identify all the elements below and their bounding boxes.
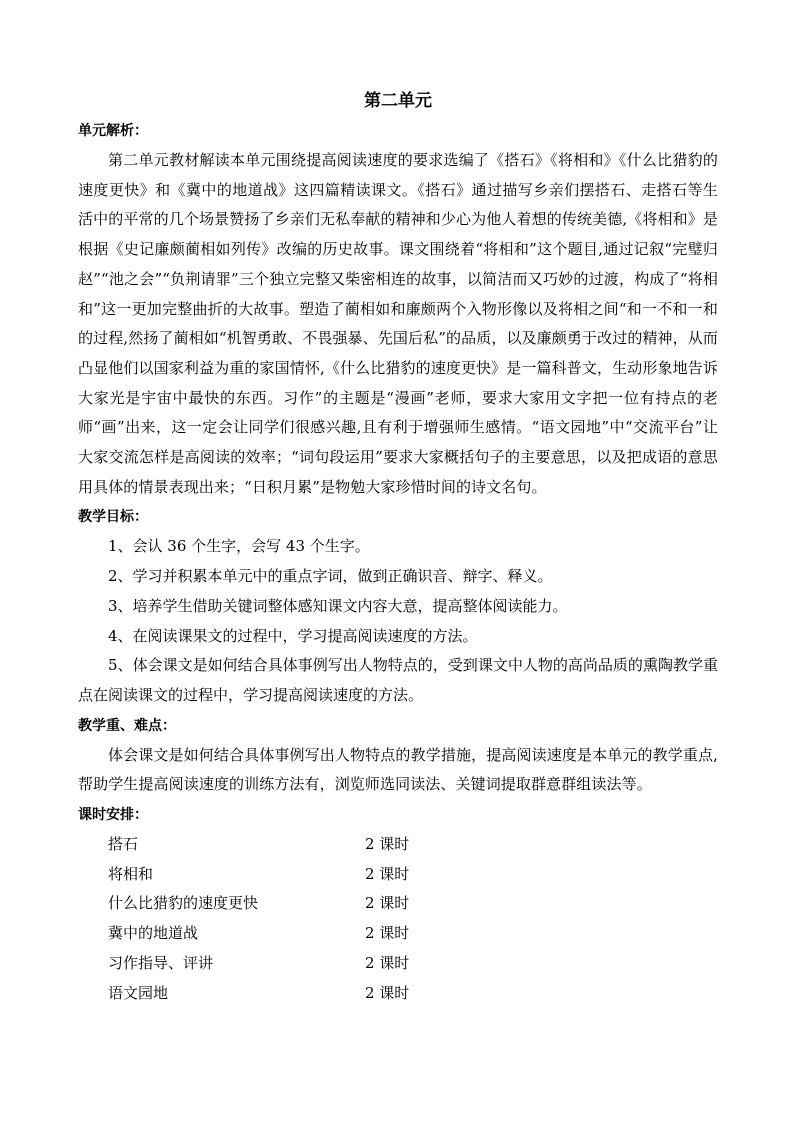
schedule-lesson: 语文园地 <box>108 983 169 1002</box>
schedule-hours: 2 课时 <box>365 894 410 913</box>
schedule-row <box>78 919 718 949</box>
unit-analysis-section <box>78 116 718 502</box>
schedule-row <box>78 830 718 860</box>
schedule-hours: 2 课时 <box>365 983 410 1002</box>
schedule-heading: 课时安排： <box>78 807 148 824</box>
schedule-section <box>78 800 718 1008</box>
schedule-list <box>78 830 718 1008</box>
schedule-lesson: 将相和 <box>108 864 154 883</box>
schedule-lesson: 什么比猎豹的速度更快 <box>108 894 259 913</box>
teaching-goals-heading: 教学目标： <box>78 509 148 526</box>
key-points-section <box>78 711 718 800</box>
schedule-row <box>78 949 718 979</box>
goal-item-2: 2、学习并积累本单元中的重点字词，做到正确识音、辩字、释义。 <box>108 567 553 586</box>
goal-item-3: 3、培养学生借助关键词整体感知课文内容大意，提高整体阅读能力。 <box>108 596 568 615</box>
schedule-lesson: 冀中的地道战 <box>108 924 199 943</box>
key-points-text: 体会课文是如何结合具体事例写出人物特点的教学措施，提高阅读速度是本单元的教学重点,帮助学生提高阅读速度的训练方法有，浏览师选同读法、关键词提取群意群组读法等。 <box>78 745 718 794</box>
document-title: 第二单元 <box>364 91 432 111</box>
unit-analysis-heading: 单元解析： <box>78 123 148 139</box>
goal-item-5: 5、体会课文是如何结合具体事例写出人物特点的，受到课文中人物的高尚品质的熏陶教学重点在阅读课文的过程中，学习提高阅读速度的方法。 <box>78 656 718 704</box>
schedule-lesson: 搭石 <box>108 835 139 854</box>
schedule-row <box>78 860 718 890</box>
document-page <box>78 88 718 1008</box>
schedule-hours: 2 课时 <box>365 835 410 854</box>
teaching-goals-section <box>78 502 718 710</box>
schedule-row <box>78 889 718 919</box>
goal-item-4: 4、在阅读课果文的过程中，学习提高阅读速度的方法。 <box>108 626 478 645</box>
goal-item-1: 1、会认 36 个生字，会写 43 个生字。 <box>108 537 370 556</box>
schedule-hours: 2 课时 <box>365 864 410 883</box>
unit-analysis-text: 第二单元教材解读本单元围绕提高阅读速度的要求选编了《搭石》《将相和》《什么比猎豹的速度更快》和《冀中的地道战》这四篇精读课文。《搭石》通过描写乡亲们摆搭石、走搭石等生活中的平常的几个场景赞扬了乡亲们无私奉献的精神和少心为他人着想的传统美德,《将相和》是根据《史记廉颇蔺相如列传》改编的历史故事。课文围绕着“将相和”这个题目,通过记叙“完璧归赵”“池之会”“负荆请罪”三个独立完整又柴密相连的故事，以简洁而又巧妙的过渡，构成了“将相和”这一更加完整曲折的大故事。塑造了蔺相如和廉颇两个入物形像以及将相之间“和一不和一和的过程,然扬了蔺相如“机智勇敢、不畏强暴、先国后私”的品质，以及廉颇勇于改过的精神，从而凸显他们以国家利益为重的家国情怀,《什么比猎豹的速度更快》是一篇科普文，生动形象地告诉大家光是宇宙中最快的东西。习作”的主题是“漫画”老师，要求大家用文字把一位有持点的老师“画”出来，这一定会让同学们很感兴趣,且有利于增强师生感情。“语文园地”中“交流平台”让大家交流怎样是高阅读的效率；“词句段运用”要求大家概括句子的主要意思，以及把成语的意思用具体的情景表现出来；“日积月累”是物勉大家珍惜时间的诗文名句。 <box>78 151 718 496</box>
schedule-hours: 2 课时 <box>365 924 410 943</box>
schedule-hours: 2 课时 <box>365 953 410 972</box>
schedule-lesson: 习作指导、评讲 <box>108 953 214 972</box>
schedule-row <box>78 979 718 1009</box>
key-points-heading: 教学重、难点： <box>78 717 176 734</box>
